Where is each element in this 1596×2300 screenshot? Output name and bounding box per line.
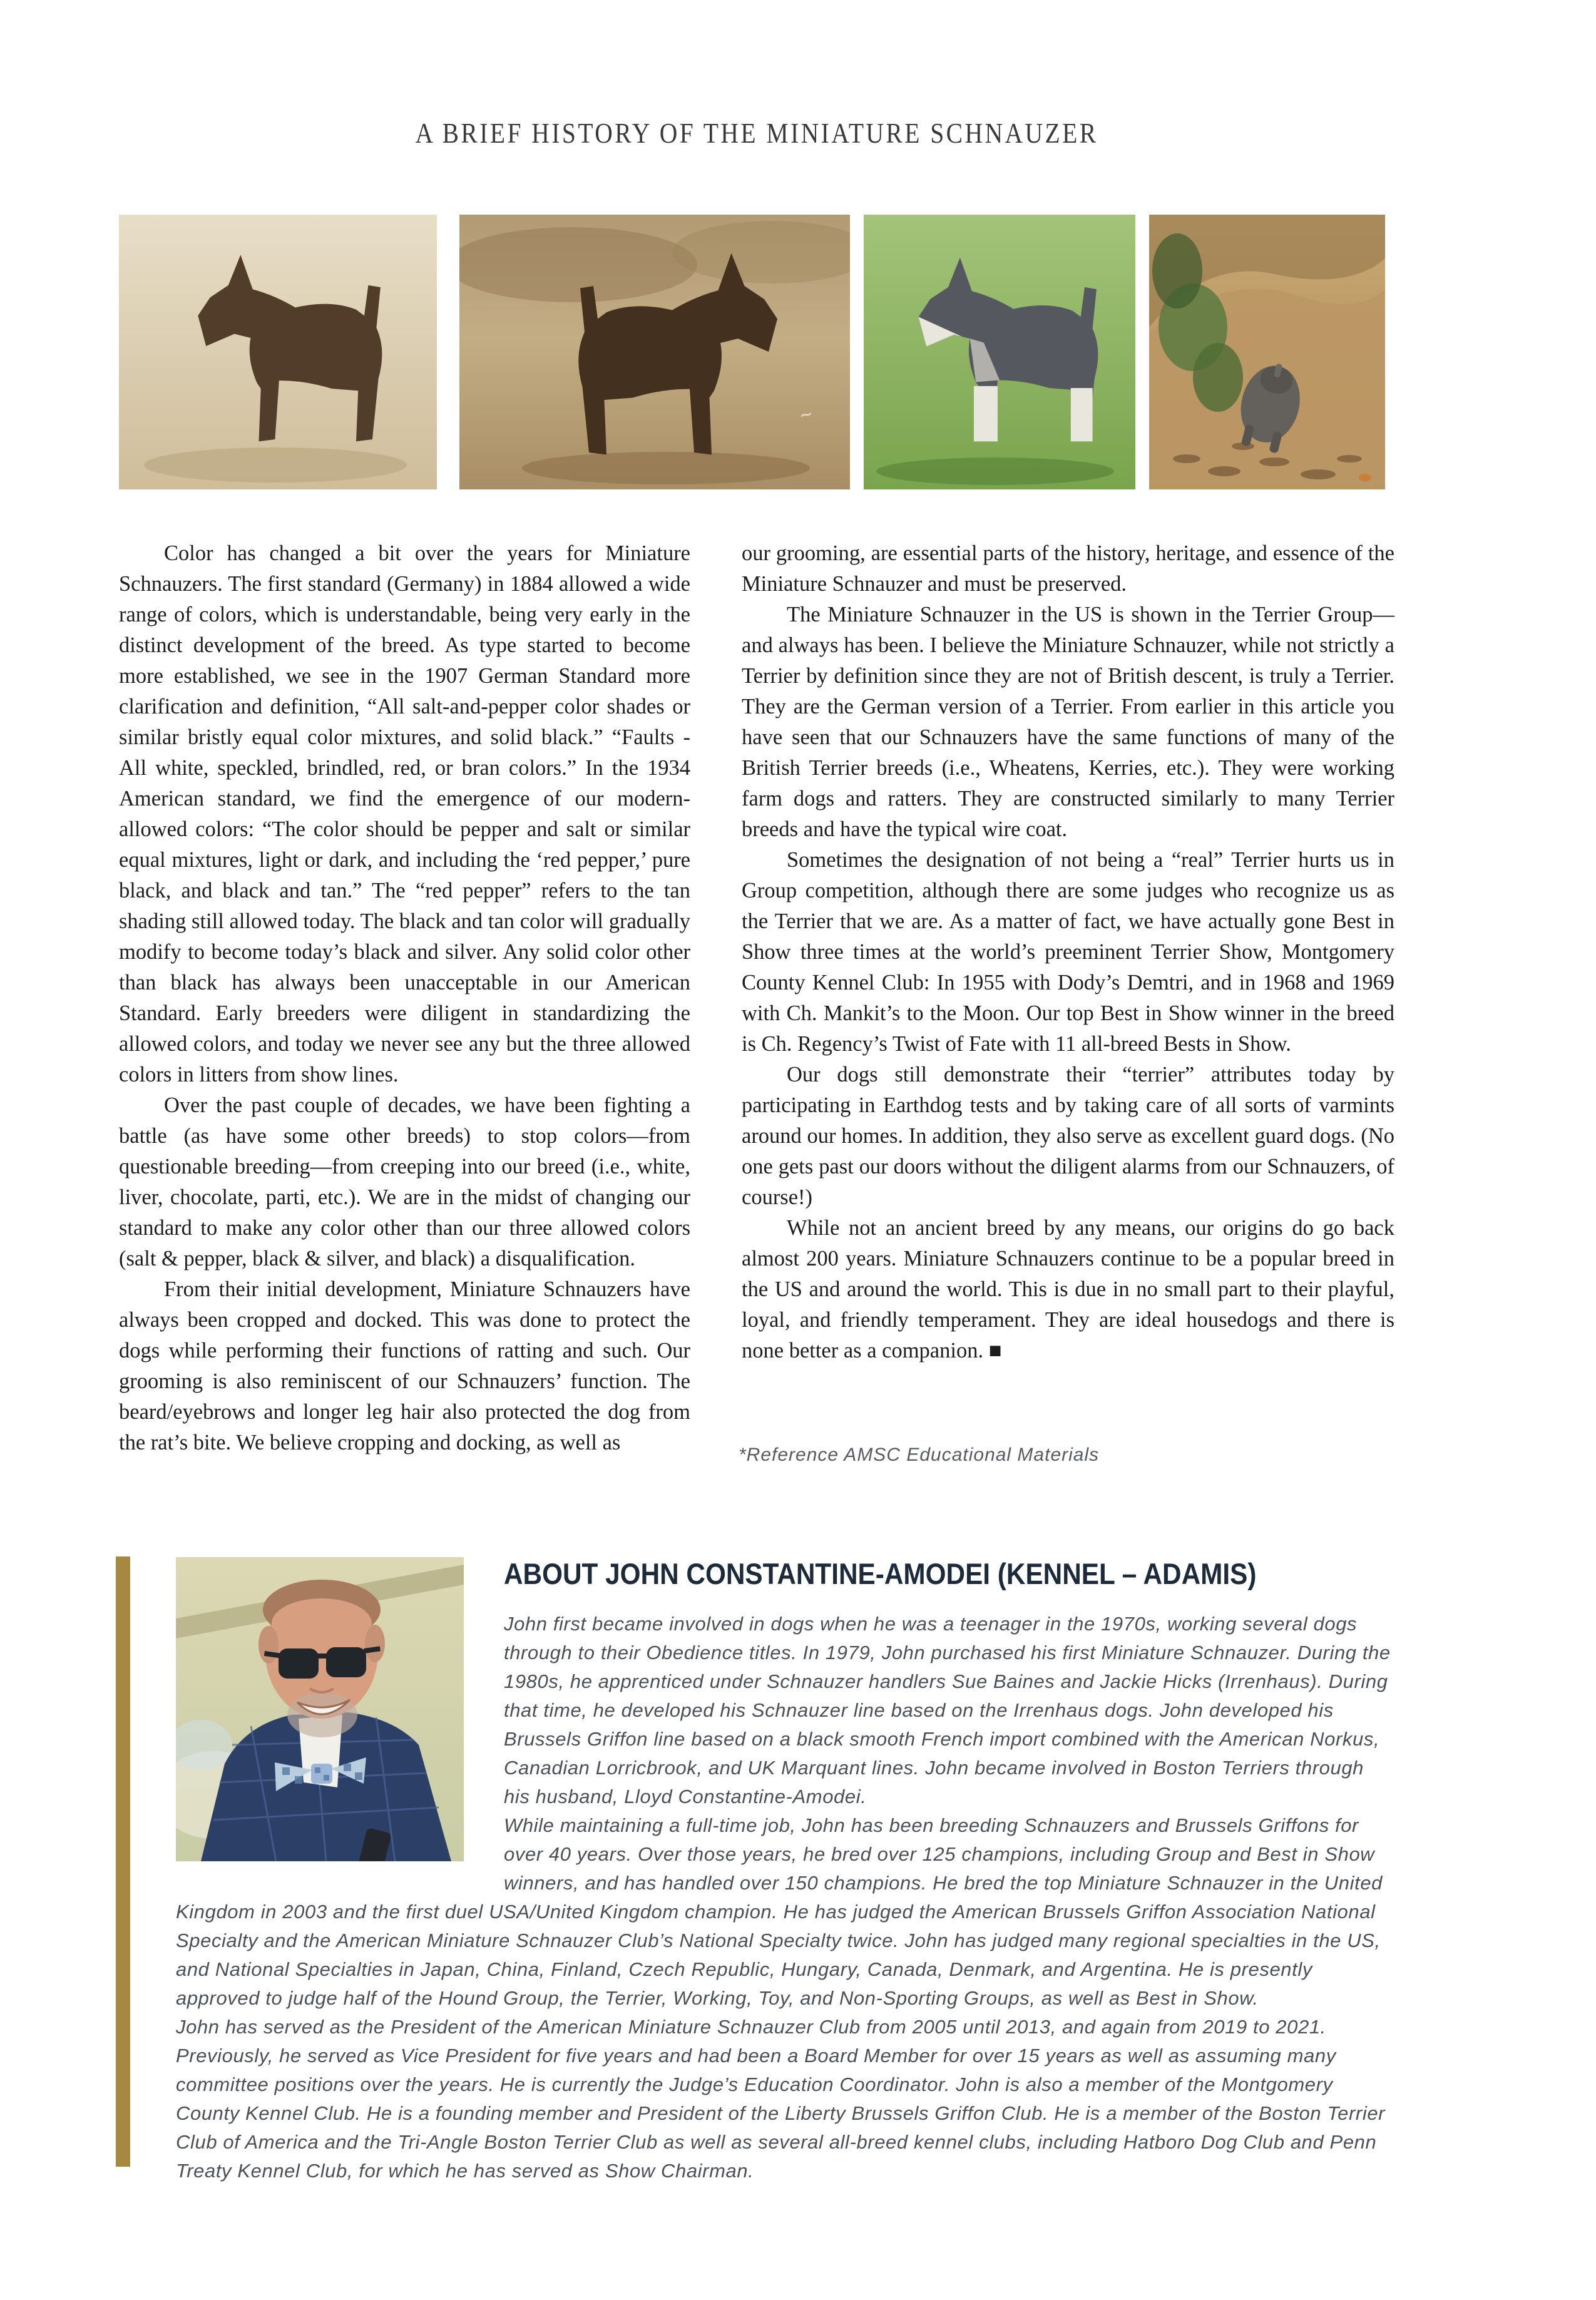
portrait-illustration <box>176 1557 464 1861</box>
dog-silhouette-illustration <box>459 215 850 489</box>
author-bio-section <box>176 1556 1393 2185</box>
paragraph: Our dogs still demonstrate their “terrier” attributes today by participating in Earthdog tests and by taking care of all sorts of varmints around our homes. In addition, they also serve as excellent guard dogs. (No one gets past our doors without the diligent alarms from our Schnauzers, of course!) <box>742 1063 1394 1209</box>
vintage-sepia-schnauzer-photo-2 <box>459 215 850 489</box>
paragraph: While maintaining a full-time job, John has been breeding Schnauzers and Brussels Griffons for over 40 years. Over those years, he bred over 125 champions, including Group and Best in Show winners, and has handled over 150 champions. He bred the top Miniature Schnauzer in the United Kingdom in 2003 and the first duel USA/United Kingdom champion. He has judged the American Brussels Griffon Association National Specialty and the American Miniature Schnauzer Club’s National Specialty twice. John has judged many regional specialties in the US, and National Specialties in Japan, China, Finland, Czech Republic, Hungary, Canada, Denmark, and Argentina. He is presently approved to judge half of the Hound Group, the Terrier, Working, Toy, and Non-Sporting Groups, as well as Best in Show. <box>176 1814 1383 2009</box>
paragraph: From their initial development, Miniature Schnauzers have always been cropped and docked. This was done to protect the dogs while performing their functions of ratting and such. Our grooming is also reminiscent of our Schnauzers’ function. The beard/eyebrows and longer leg hair also protected the dog from the rat’s bite. We believe cropping and docking, as well as <box>119 1277 690 1454</box>
paragraph: The Miniature Schnauzer in the US is shown in the Terrier Group—and always has been. I believe the Miniature Schnauzer, while not strictly a Terrier by definition since they are not of British descent, is truly a Terrier. They are the German version of a Terrier. From earlier in this article you have seen that our Schnauzers have the same functions of many of the British Terrier breeds (i.e., Wheatens, Kerries, etc.). They were working farm dogs and ratters. They are constructed similarly to many Terrier breeds and have the typical wire coat. <box>742 603 1394 841</box>
bio-heading-text: ABOUT JOHN CONSTANTINE-AMODEI (KENNEL – ADAMIS) <box>504 1557 1257 1590</box>
paragraph: John first became involved in dogs when he was a teenager in the 1970s, working several dogs through to their Obedience titles. In 1979, John purchased his first Miniature Schnauzer. During the 1980s, he apprenticed under Schnauzer handlers Sue Baines and Jackie Hicks (Irrenhaus). During that time, he developed his Schnauzer line based on the Irrenhaus dogs. John developed his Brussels Griffon line based on a black smooth French import combined with the American Norkus, Canadian Lorricbrook, and UK Marquant lines. John became involved in Boston Terriers through his husband, Lloyd Constantine-Amodei. <box>504 1613 1391 1807</box>
digging-dog-illustration <box>1149 215 1385 489</box>
article-column-2 <box>742 538 1394 1366</box>
article-column-1 <box>119 538 690 1458</box>
paragraph: Color has changed a bit over the years for Miniature Schnauzers. The first standard (Germany) in 1884 allowed a wide range of colors, which is understandable, being very early in the distinct development of the breed. As type started to become more established, we see in the 1907 German Standard more clarification and definition, “All salt-and-pepper color shades or similar bristly equal color mixtures, and solid black.” “Faults - All white, speckled, brindled, red, or bran colors.” In the 1934 American standard, we find the emergence of our modern-allowed colors: “The color should be pepper and salt or similar equal mixtures, light or dark, and including the ‘red pepper,’ pure black, and black and tan.” The “red pepper” refers to the tan shading still allowed today. The black and tan color will gradually modify to become today’s black and silver. Any solid color other than black has always been unacceptable in our American Standard. Early breeders were diligent in standardizing the allowed colors, and today we never see any but the three allowed colors in litters from show lines. <box>119 541 690 1086</box>
paragraph: our grooming, are essential parts of the history, heritage, and essence of the Miniature Schnauzer and must be preserved. <box>742 541 1394 596</box>
page-title: A BRIEF HISTORY OF THE MINIATURE SCHNAUZER <box>415 117 1098 149</box>
dog-silhouette-illustration <box>119 215 437 489</box>
paragraph: Sometimes the designation of not being a “real” Terrier hurts us in Group competition, although there are some judges who recognize us as the Terrier that we are. As a matter of fact, we have actually gone Best in Show three times at the world’s preeminent Terrier Show, Montgomery County Kennel Club: In 1955 with Dody’s Demtri, and in 1968 and 1969 with Ch. Mankit’s to the Moon. Our top Best in Show winner in the breed is Ch. Regency’s Twist of Fate with 11 all-breed Bests in Show. <box>742 848 1394 1056</box>
dog-silhouette-illustration <box>864 215 1135 489</box>
vintage-sepia-schnauzer-photo-1 <box>119 215 437 489</box>
john-constantine-amodei-portrait <box>176 1557 464 1861</box>
svg-text:~: ~ <box>797 404 815 426</box>
reference-footnote: *Reference AMSC Educational Materials <box>739 1444 1100 1465</box>
paragraph: Over the past couple of decades, we have been fighting a battle (as have some other breeds) to stop colors—from questionable breeding—from creeping into our breed (i.e., white, liver, chocolate, parti, etc.). We are in the midst of changing our standard to make any color other than our three allowed colors (salt & pepper, black & silver, and black) a disqualification. <box>119 1093 690 1270</box>
schnauzer-digging-earthdog-photo <box>1149 215 1385 489</box>
bio-accent-bar <box>116 1556 130 2167</box>
modern-schnauzer-on-grass-photo <box>864 215 1135 489</box>
paragraph: John has served as the President of the American Miniature Schnauzer Club from 2005 until 2013, and again from 2019 to 2021. Previously, he served as Vice President for five years and had been a Board Member for over 15 years as well as assuming many committee positions over the years. He is currently the Judge’s Education Coordinator. John is also a member of the Montgomery County Kennel Club. He is a founding member and President of the Liberty Brussels Griffon Club. He is a member of the Boston Terrier Club of America and the Tri-Angle Boston Terrier Club as well as several all-breed kennel clubs, including Hatboro Dog Club and Penn Treaty Kennel Club, for which he has served as Show Chairman. <box>176 2016 1386 2182</box>
paragraph: While not an ancient breed by any means, our origins do go back almost 200 years. Miniature Schnauzers continue to be a popular breed in the US and around the world. This is due in no small part to their playful, loyal, and friendly temperament. They are ideal housedogs and there is none better as a companion. ■ <box>742 1216 1394 1362</box>
